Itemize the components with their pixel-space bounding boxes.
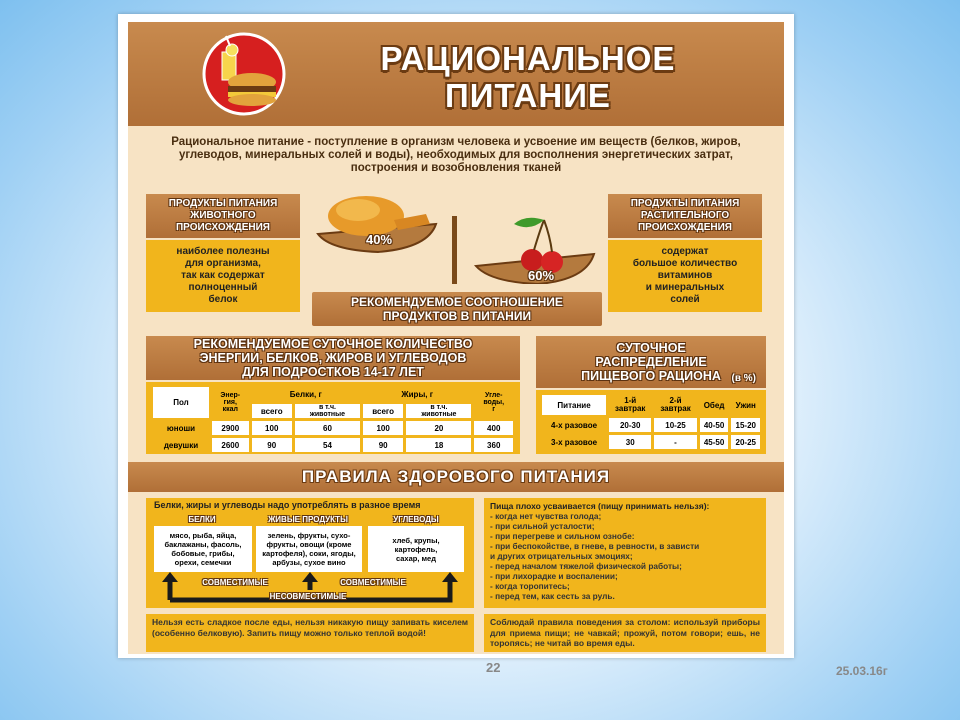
- cell: 30: [609, 435, 651, 449]
- cell: 54: [295, 438, 360, 452]
- cell: 20-25: [731, 435, 760, 449]
- meal-table-header: [536, 336, 766, 388]
- cell: 20-30: [609, 418, 651, 432]
- cat-live: ЖИВЫЕ ПРОДУКТЫ: [268, 514, 348, 524]
- sub-protein-animal: в т.ч. животные: [295, 404, 360, 418]
- bad-digestion-block: [484, 498, 766, 608]
- cell: 18: [406, 438, 471, 452]
- meal-col: Обед: [703, 400, 725, 410]
- row-label: девушки: [163, 440, 199, 450]
- daily-table: [146, 382, 520, 454]
- cell: 10-25: [654, 418, 696, 432]
- sub-fat-total: всего: [363, 404, 403, 418]
- meal-table: [536, 390, 766, 454]
- slide-date: 25.03.16г: [836, 664, 888, 678]
- animal-products-text: наиболее полезны для организма, так как содержат полноценный белок: [146, 240, 300, 312]
- slide-frame: [118, 14, 794, 658]
- plant-products-header: ПРОДУКТЫ ПИТАНИЯ РАСТИТЕЛЬНОГО ПРОИСХОЖДЕНИЯ: [608, 194, 762, 238]
- sub-fat-animal: в т.ч. животные: [406, 404, 471, 418]
- compatible-right: СОВМЕСТИМЫЕ: [340, 578, 406, 587]
- ratio-label: РЕКОМЕНДУЕМОЕ СООТНОШЕНИЕ ПРОДУКТОВ В ПИТАНИИ: [312, 292, 602, 326]
- page-title: РАЦИОНАЛЬНОЕ ПИТАНИЕ: [380, 40, 676, 114]
- cell: -: [654, 435, 696, 449]
- logo-icon: [196, 32, 292, 116]
- incompatible-label: НЕСОВМЕСТИМЫЕ: [269, 592, 347, 601]
- daily-table-header: РЕКОМЕНДУЕМОЕ СУТОЧНОЕ КОЛИЧЕСТВО ЭНЕРГИИ, БЕЛКОВ, ЖИРОВ И УГЛЕВОДОВ ДЛЯ ПОДРОСТКОВ 14-17 ЛЕТ: [146, 336, 520, 380]
- cell: 100: [252, 421, 292, 435]
- table-row: [542, 435, 760, 449]
- bad-digestion-title: Пища плохо усваивается (пищу принимать нельзя):: [490, 501, 710, 511]
- table-manners-rule: Соблюдай правила поведения за столом: используй приборы для приема пищи; не чавкай; прожуй, потом говори; ешь, не торопясь; не читай во время еды.: [484, 614, 766, 652]
- meal-col: Питание: [542, 395, 606, 415]
- cell: 90: [252, 438, 292, 452]
- cell: 90: [363, 438, 403, 452]
- plant-percent: 60%: [528, 268, 555, 283]
- cat-carbs: УГЛЕВОДЫ: [393, 514, 439, 524]
- cell: 40-50: [700, 418, 729, 432]
- plant-products-text: содержат большое количество витаминов и минеральных солей: [608, 240, 762, 312]
- col-fat: Жиры, г: [401, 389, 434, 399]
- live-list: зелень, фрукты, сухо- фрукты, овощи (кроме картофеля), соки, ягоды, арбузы, сухое вино: [256, 526, 362, 572]
- definition-text: Рациональное питание - поступление в организм человека и усвоение им веществ (белков, жиров, углеводов, минеральных солей и воды), необходимых для восполнения энергетических затрат, построения и возобновления тканей: [171, 135, 741, 174]
- meal-table-title: СУТОЧНОЕ РАСПРЕДЕЛЕНИЕ ПИЩЕВОГО РАЦИОНА: [581, 341, 721, 383]
- row-label: 4-х разовое: [551, 420, 598, 430]
- bad-digestion-list: - когда нет чувства голода; - при сильной усталости; - при перегреве и сильном ознобе: - при беспокойстве, в гневе, в ревности, в зависти и других отрицательных эмоциях; - перед началом тяжелой физической работы; - при лихорадке и воспалении; - когда торопитесь; - перед тем, как сесть за руль.: [490, 511, 700, 601]
- col-sex: Пол: [153, 387, 209, 418]
- meal-table-unit: (в %): [731, 373, 756, 384]
- animal-products-header: ПРОДУКТЫ ПИТАНИЯ ЖИВОТНОГО ПРОИСХОЖДЕНИЯ: [146, 194, 300, 238]
- proteins-list: мясо, рыба, яйца, баклажаны, фасоль, бобовые, грибы, орехи, семечки: [154, 526, 252, 572]
- col-energy: Энер- гия, ккал: [220, 392, 241, 413]
- sweets-rule: Нельзя есть сладкое после еды, нельзя никакую пищу запивать киселем (особенно белковую). Запить пищу можно только теплой водой!: [146, 614, 474, 652]
- meal-col: 2-й завтрак: [660, 396, 691, 413]
- cell: 60: [295, 421, 360, 435]
- cell: 15-20: [731, 418, 760, 432]
- cell: 20: [406, 421, 471, 435]
- page-number: 22: [486, 660, 501, 675]
- carbs-list: хлеб, крупы, картофель, сахар, мед: [368, 526, 464, 572]
- cell: 2600: [212, 438, 249, 452]
- row-label: 3-х разовое: [551, 437, 598, 447]
- poster: [128, 22, 784, 654]
- scales-illustration: [308, 180, 604, 284]
- table-row: [153, 421, 513, 435]
- cell: 45-50: [700, 435, 729, 449]
- cell: 2900: [212, 421, 249, 435]
- cell: 100: [363, 421, 403, 435]
- col-carbs: Угле- воды, г: [483, 392, 505, 413]
- rules-header: ПРАВИЛА ЗДОРОВОГО ПИТАНИЯ: [128, 462, 784, 492]
- combo-title: Белки, жиры и углеводы надо употреблять в разное время: [154, 500, 421, 510]
- cell: 360: [474, 438, 513, 452]
- table-row: [542, 418, 760, 432]
- table-row: [153, 438, 513, 452]
- cell: 400: [474, 421, 513, 435]
- col-protein: Белки, г: [289, 389, 322, 399]
- animal-percent: 40%: [366, 232, 393, 247]
- cat-proteins: БЕЛКИ: [188, 514, 216, 524]
- row-label: юноши: [166, 423, 196, 433]
- meal-col: 1-й завтрак: [615, 396, 646, 413]
- sub-protein-total: всего: [252, 404, 292, 418]
- compatible-left: СОВМЕСТИМЫЕ: [202, 578, 268, 587]
- meal-col: Ужин: [735, 400, 756, 410]
